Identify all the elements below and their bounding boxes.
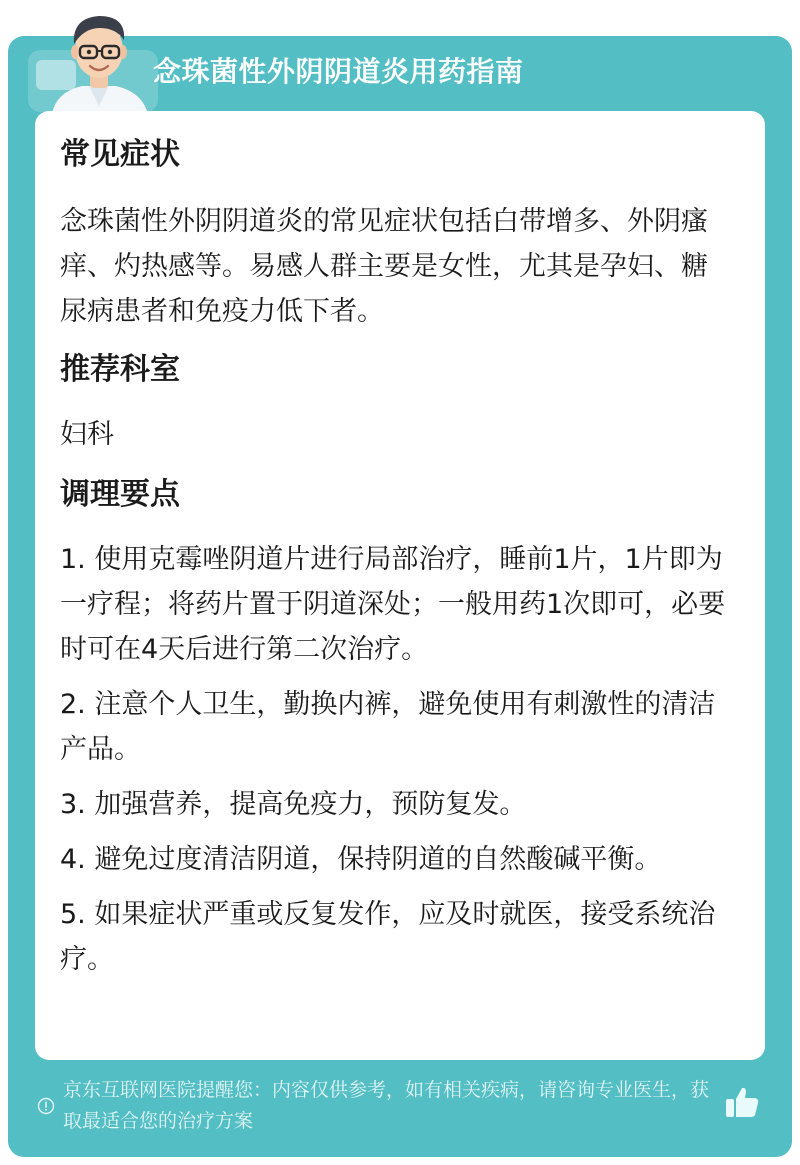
content-card [35,111,765,1060]
care-item-4: 4. 避免过度清洁阴道，保持阴道的自然酸碱平衡。 [60,844,662,875]
symptoms-text: 念珠菌性外阴阴道炎的常见症状包括白带增多、外阴瘙痒、灼热感等。易感人群主要是女性，尤其是孕妇、糖尿病患者和免疫力低下者。 [60,206,708,327]
department-text: 妇科 [60,419,114,450]
info-icon [37,1097,55,1115]
content-body [60,133,730,992]
footer-disclaimer: 京东互联网医院提醒您：内容仅供参考，如有相关疾病，请咨询专业医生，获取最适合您的治疗方案 [63,1079,710,1132]
care-item-1: 1. 使用克霉唑阴道片进行局部治疗，睡前1片，1片即为一疗程；将药片置于阴道深处；一般用药1次即可，必要时可在4天后进行第二次治疗。 [60,544,726,665]
department-heading: 推荐科室 [60,352,180,387]
thumbs-up-icon[interactable] [724,1084,760,1120]
care-item-2: 2. 注意个人卫生，勤换内裤，避免使用有刺激性的清洁产品。 [60,689,716,765]
care-item-5: 5. 如果症状严重或反复发作，应及时就医，接受系统治疗。 [60,899,716,975]
symptoms-heading: 常见症状 [60,137,180,172]
care-item-3: 3. 加强营养，提高免疫力，预防复发。 [60,789,527,820]
page-title: 念珠菌性外阴阴道炎用药指南 [153,55,524,88]
doctor-avatar [44,6,154,114]
care-heading: 调理要点 [60,477,180,512]
